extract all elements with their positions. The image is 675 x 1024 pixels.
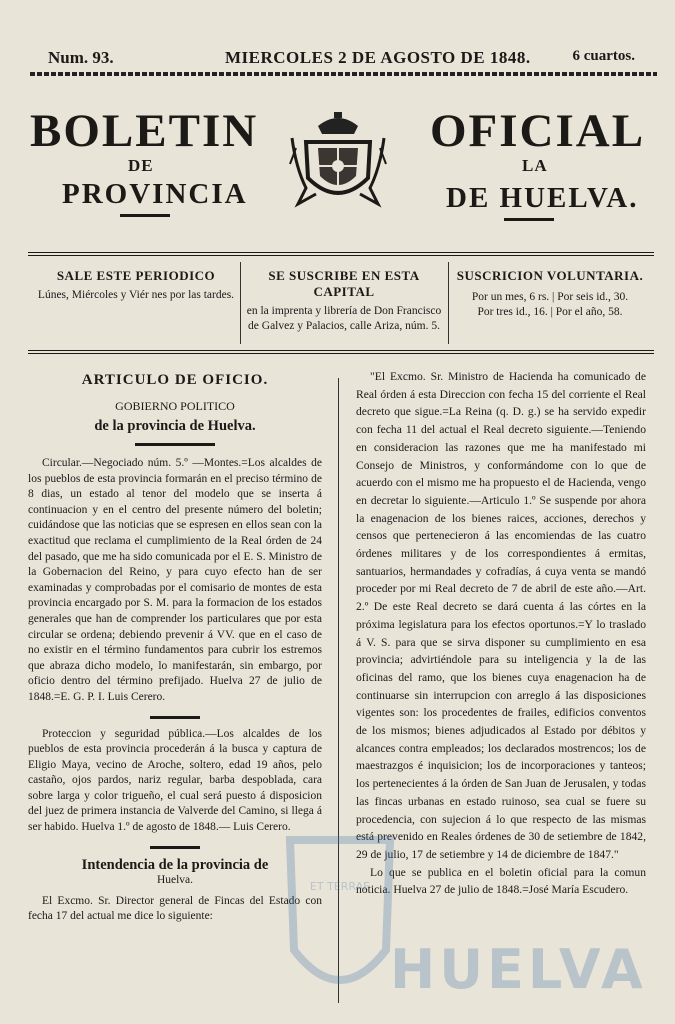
issue-price: 6 cuartos. xyxy=(572,48,635,64)
title-boletin: BOLETIN xyxy=(30,105,259,157)
office-heading: GOBIERNO POLITICO xyxy=(115,399,235,413)
decree-paragraph: "El Excmo. Sr. Ministro de Hacienda ha comunicado de Real órden á esta Direccion con fecha 15 del corriente el Real decreto que sigue.=La Reina (q. D. g.) se ha servido expedir con fecha 11 del actual el Real decreto siguiente.—Teniendo en consideracion las razones que me ha manifestado mi Consejo de Ministros, y conformándome con lo que de acuerdo con el mismo me ha propuesto el de Hacienda, vengo en decretar lo siguiente.—Articulo 1.º Se suspende por ahora la enagenacion de los bienes raices, acciones, derechos y censos que pertenecieron á las encomiendas de las cuatro órdenes militares y de los correspondientes á ermitas, santuarios, hermandades y cofradías, á cuya venta se mandó proceder por mi Real decreto de 7 de abril de este año.—Art. 2.º De este Real decreto se dará cuenta á las córtes en la próxima legislatura para los efectos oportunos.=Y lo traslado á V. S. para que se sirva disponer su cumplimiento en esa provincia; advirtiéndole para su inteligencia y la de las oficinas del ramo, que los bienes cuya enagenacion ha de continuarse sin interrupcion con arreglo á las disposiciones vigentes son: los procedentes de frailes, edificios conventos de los mismos; bienes adjudicados al Estado por débitos y alcances contra empleados; los declarados mostrencos; los de maestrazgos é inquisicion; los de incorporaciones y tanteos; los pertenecientes á la órden de San Juan de Jerusalen, y todas las fincas urbanas en estado ruinoso, sea cual se fuere su procedencia, con sujecion á lo que respecto de las mismas está prevenido en Reales órdenes de 30 de setiembre de 1842, 29 de julio, 17 de setiembre y 14 de diciembre de 1847." xyxy=(356,370,646,861)
title-de: DE xyxy=(128,156,154,175)
intendencia-paragraph: El Excmo. Sr. Director general de Fincas del Estado con fecha 17 del actual me dice lo siguiente: xyxy=(28,894,322,923)
subscription-place xyxy=(244,256,444,350)
place-heading: SE SUSCRIBE EN ESTA CAPITAL xyxy=(268,268,420,299)
place-text: en la imprenta y librería de Don Francisco de Galvez y Palacios, calle Ariza, núm. 5. xyxy=(246,305,442,332)
rates-heading: SUSCRICION VOLUNTARIA. xyxy=(456,268,644,283)
rates-line-1: Por un mes, 6 rs. | Por seis id., 30. xyxy=(471,291,629,303)
title-la: LA xyxy=(522,156,548,175)
title-provincia: PROVINCIA xyxy=(62,178,248,210)
watermark-text: HUELVA xyxy=(390,938,647,1001)
intendencia-subheading: Huelva. xyxy=(156,873,194,886)
subscription-rates xyxy=(450,256,650,350)
section-rule xyxy=(150,846,200,849)
issue-number: Num. 93. xyxy=(48,48,114,67)
issue-date: MIERCOLES 2 DE AGOSTO DE 1848. xyxy=(225,48,531,67)
office-subheading: de la provincia de Huelva. xyxy=(94,418,256,434)
subscription-box xyxy=(28,252,654,354)
publication-schedule xyxy=(36,256,236,350)
security-paragraph: Proteccion y seguridad pública.—Los alcaldes de los pueblos de esta provincia procederán á la busca y captura de Eligio Maya, vecino de Aroche, soltero, edad 19 años, pelo castaño, ojos pardos, nariz regular, barba despoblada, cara sobre larga y color trigueño, el cual será puesto á disposicion del juez de primera instancia de Valverde del Camino, si llega á ser habido. Huelva 1.º de agosto de 1848.— Luis Cerero. xyxy=(28,727,322,834)
intendencia-heading: Intendencia de la provincia de xyxy=(81,856,269,873)
watermark-seal-text: ET TERRAE xyxy=(309,880,371,893)
closing-paragraph: Lo que se publica en el boletin oficial para la comun noticia. Huelva 27 de julio de 1848.=José María Escudero. xyxy=(356,865,646,897)
issue-info-bar xyxy=(40,48,635,68)
decorative-border xyxy=(30,72,657,76)
coat-of-arms-icon xyxy=(288,108,388,214)
title-de-huelva: DE HUELVA. xyxy=(446,182,639,214)
title-oficial: OFICIAL xyxy=(430,105,646,157)
rates-line-2: Por tres id., 16. | Por el año, 58. xyxy=(477,306,623,318)
section-rule xyxy=(135,443,215,446)
schedule-text: Lúnes, Miércoles y Viér nes por las tardes. xyxy=(37,289,235,301)
title-underline-left xyxy=(120,214,170,217)
box-divider xyxy=(240,262,241,344)
section-rule xyxy=(150,716,200,719)
box-divider xyxy=(448,262,449,344)
schedule-heading: SALE ESTE PERIODICO xyxy=(56,268,216,283)
circular-paragraph: Circular.—Negociado núm. 5.º —Montes.=Los alcaldes de los pueblos de esta provincia formarán en el preciso término de 8 dias, un estado al tenor del modelo que se inserta á continuacion y en el centro del presente número del boletin; cuidándose que las noticias que se espresen en ellos sean con la exactitud que reclama el cumplimiento de la Real órden de 24 del pasado, que me ha sido comunicada por el E. S. Ministro de la Gobernacion del Reino, y para cuyo efecto han de ser examinadas y comprobadas por el comisario de montes de esta provincia encargado por S. M. para la formacion de los estados generales que han de comprender los particulares que por esta circular se ordena; debiendo prevenir á VV. que en el caso de no existir en el término fundamentos para cubrir los estremos que abraza dicho modelo, lo manifestarán, sin embargo, por oficio dentro del término prefijado. Huelva 27 de julio de 1848.=E. G. P. I. Luis Cerero. xyxy=(28,457,322,703)
title-underline-right xyxy=(504,218,554,221)
archive-watermark-logo xyxy=(270,810,670,1020)
section-heading: ARTICULO DE OFICIO. xyxy=(81,372,269,388)
